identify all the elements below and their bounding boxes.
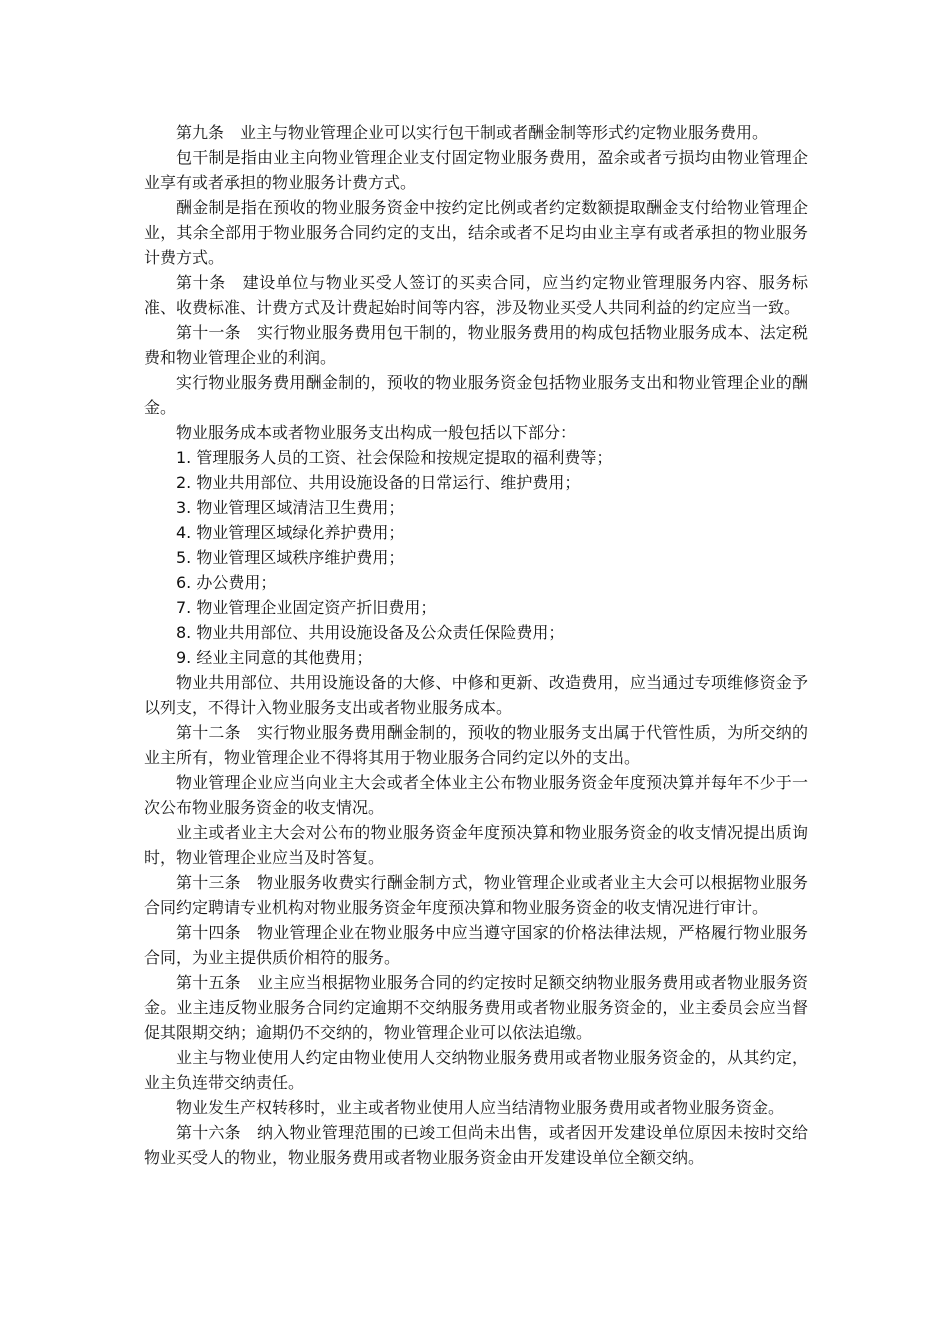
paragraph: 酬金制是指在预收的物业服务资金中按约定比例或者约定数额提取酬金支付给物业管理企业，其余全部用于物业服务合同约定的支出，结余或者不足均由业主享有或者承担的物业服务计费方式。 xyxy=(144,198,808,267)
paragraph: 物业管理企业应当向业主大会或者全体业主公布物业服务资金年度预决算并每年不少于一次公布物业服务资金的收支情况。 xyxy=(144,773,808,817)
paragraph-article-14: 第十四条 物业管理企业在物业服务中应当遵守国家的价格法律法规，严格履行物业服务合同，为业主提供质价相符的服务。 xyxy=(144,923,808,967)
list-item: 1. 管理服务人员的工资、社会保险和按规定提取的福利费等； xyxy=(176,448,613,467)
list-item: 6. 办公费用； xyxy=(176,573,277,592)
paragraph: 实行物业服务费用酬金制的，预收的物业服务资金包括物业服务支出和物业管理企业的酬金。 xyxy=(144,373,808,417)
paragraph: 业主与物业使用人约定由物业使用人交纳物业服务费用或者物业服务资金的，从其约定，业主负连带交纳责任。 xyxy=(144,1048,808,1092)
paragraph-article-16: 第十六条 纳入物业管理范围的已竣工但尚未出售，或者因开发建设单位原因未按时交给物业买受人的物业，物业服务费用或者物业服务资金由开发建设单位全额交纳。 xyxy=(144,1123,808,1167)
list-item: 5. 物业管理区域秩序维护费用； xyxy=(176,548,405,567)
paragraph-article-13: 第十三条 物业服务收费实行酬金制方式，物业管理企业或者业主大会可以根据物业服务合同约定聘请专业机构对物业服务资金年度预决算和物业服务资金的收支情况进行审计。 xyxy=(144,873,808,917)
paragraph-article-10: 第十条 建设单位与物业买受人签订的买卖合同，应当约定物业管理服务内容、服务标准、收费标准、计费方式及计费起始时间等内容，涉及物业买受人共同利益的约定应当一致。 xyxy=(144,273,808,317)
list-item: 2. 物业共用部位、共用设施设备的日常运行、维护费用； xyxy=(176,473,581,492)
paragraph-article-11: 第十一条 实行物业服务费用包干制的，物业服务费用的构成包括物业服务成本、法定税费和物业管理企业的利润。 xyxy=(144,323,808,367)
list-item: 8. 物业共用部位、共用设施设备及公众责任保险费用； xyxy=(176,623,565,642)
paragraph: 业主或者业主大会对公布的物业服务资金年度预决算和物业服务资金的收支情况提出质询时，物业管理企业应当及时答复。 xyxy=(144,823,808,867)
paragraph: 物业发生产权转移时，业主或者物业使用人应当结清物业服务费用或者物业服务资金。 xyxy=(176,1098,785,1117)
paragraph-article-12: 第十二条 实行物业服务费用酬金制的，预收的物业服务支出属于代管性质，为所交纳的业主所有，物业管理企业不得将其用于物业服务合同约定以外的支出。 xyxy=(144,723,808,767)
list-item: 9. 经业主同意的其他费用； xyxy=(176,648,373,667)
paragraph-article-9: 第九条 业主与物业管理企业可以实行包干制或者酬金制等形式约定物业服务费用。 xyxy=(176,123,769,142)
paragraph: 物业共用部位、共用设施设备的大修、中修和更新、改造费用，应当通过专项维修资金予以列支，不得计入物业服务支出或者物业服务成本。 xyxy=(144,673,808,717)
list-item: 7. 物业管理企业固定资产折旧费用； xyxy=(176,598,437,617)
paragraph-article-15: 第十五条 业主应当根据物业服务合同的约定按时足额交纳物业服务费用或者物业服务资金。业主违反物业服务合同约定逾期不交纳服务费用或者物业服务资金的，业主委员会应当督促其限期交纳；逾期仍不交纳的，物业管理企业可以依法追缴。 xyxy=(144,973,808,1042)
list-item: 4. 物业管理区域绿化养护费用； xyxy=(176,523,405,542)
list-item: 3. 物业管理区域清洁卫生费用； xyxy=(176,498,405,517)
paragraph: 物业服务成本或者物业服务支出构成一般包括以下部分： xyxy=(176,423,577,442)
paragraph: 包干制是指由业主向物业管理企业支付固定物业服务费用，盈余或者亏损均由物业管理企业享有或者承担的物业服务计费方式。 xyxy=(144,148,808,192)
document-body xyxy=(144,120,808,1170)
